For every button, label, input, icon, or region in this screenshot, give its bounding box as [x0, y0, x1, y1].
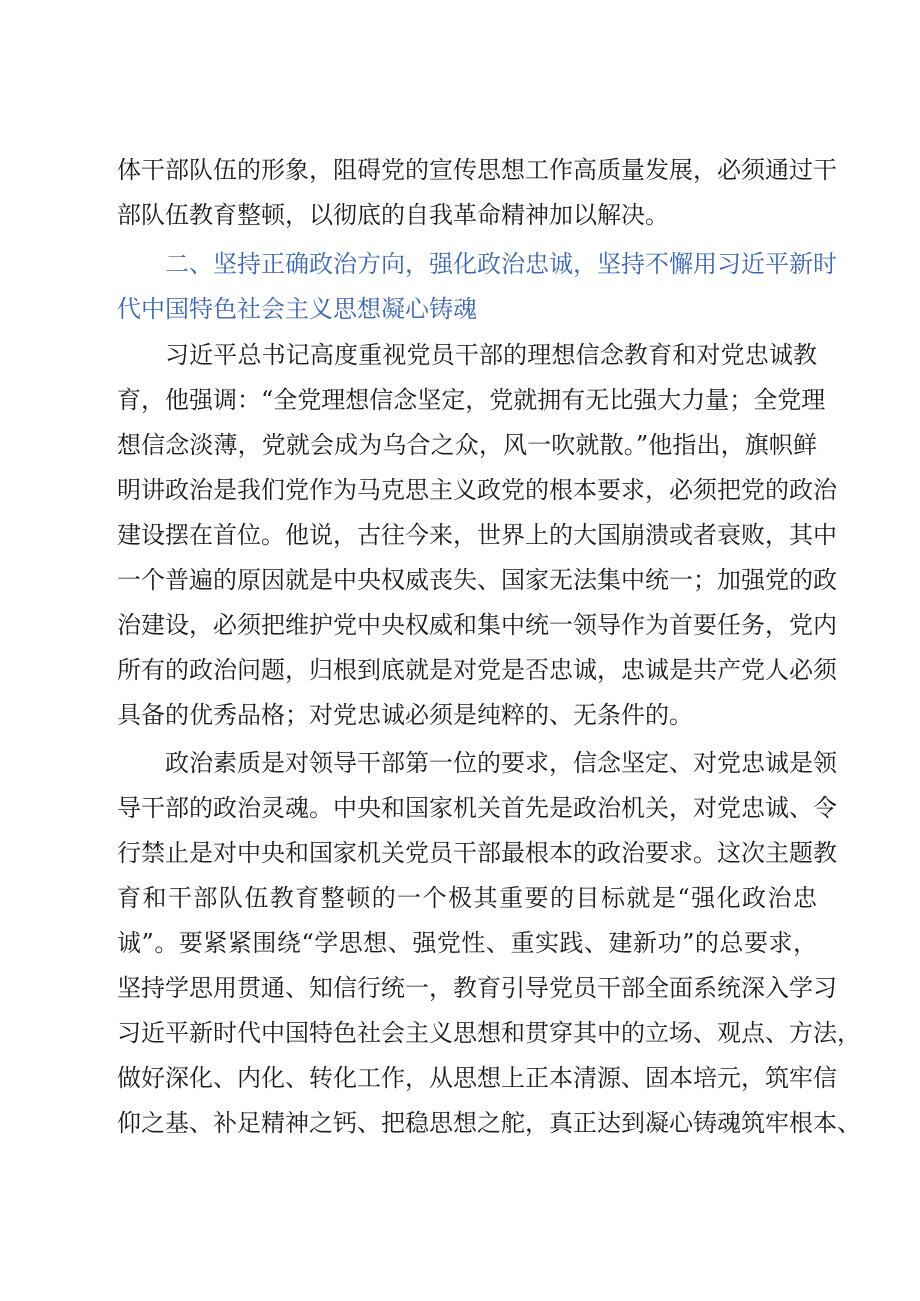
text-line: 育，他强调：“全党理想信念坚定，党就拥有无比强大力量；全党理 — [117, 386, 826, 414]
text-line: 治建设，必须把维护党中央权威和集中统一领导作为首要任务，党内 — [117, 611, 837, 639]
text-line: 一个普遍的原因就是中央权威丧失、国家无法集中统一；加强党的政 — [117, 566, 837, 594]
text-line: 体干部队伍的形象，阻碍党的宣传思想工作高质量发展，必须通过干 — [117, 156, 837, 184]
text-line: 习近平新时代中国特色社会主义思想和贯穿其中的立场、观点、方法， — [117, 1019, 861, 1047]
text-line: 育和干部队伍教育整顿的一个极其重要的目标就是“强化政治忠 — [117, 884, 817, 912]
text-line: 建设摆在首位。他说，古往今来，世界上的大国崩溃或者衰败，其中 — [117, 521, 837, 549]
text-line: 诚”。要紧紧围绕“学思想、强党性、重实践、建新功”的总要求， — [117, 929, 817, 957]
text-line: 部队伍教育整顿，以彻底的自我革命精神加以解决。 — [117, 201, 669, 229]
text-line: 明讲政治是我们党作为马克思主义政党的根本要求，必须把党的政治 — [117, 476, 837, 504]
text-line: 具备的优秀品格；对党忠诚必须是纯粹的、无条件的。 — [117, 701, 693, 729]
text-line: 仰之基、补足精神之钙、把稳思想之舵，真正达到凝心铸魂筑牢根本、 — [117, 1109, 861, 1137]
text-line: 所有的政治问题，归根到底就是对党是否忠诚，忠诚是共产党人必须 — [117, 656, 837, 684]
text-line: 习近平总书记高度重视党员干部的理想信念教育和对党忠诚教 — [165, 341, 817, 369]
text-line: 想信念淡薄，党就会成为乌合之众，风一吹就散。”他指出，旗帜鲜 — [117, 431, 817, 459]
heading-line: 代中国特色社会主义思想凝心铸魂 — [117, 295, 477, 323]
heading-line: 二、坚持正确政治方向，强化政治忠诚，坚持不懈用习近平新时 — [165, 250, 837, 278]
text-line: 政治素质是对领导干部第一位的要求，信念坚定、对党忠诚是领 — [165, 749, 837, 777]
text-line: 导干部的政治灵魂。中央和国家机关首先是政治机关，对党忠诚、令 — [117, 794, 837, 822]
text-line: 坚持学思用贯通、知信行统一，教育引导党员干部全面系统深入学习 — [117, 974, 837, 1002]
text-line: 做好深化、内化、转化工作，从思想上正本清源、固本培元，筑牢信 — [117, 1064, 837, 1092]
text-line: 行禁止是对中央和国家机关党员干部最根本的政治要求。这次主题教 — [117, 839, 837, 867]
